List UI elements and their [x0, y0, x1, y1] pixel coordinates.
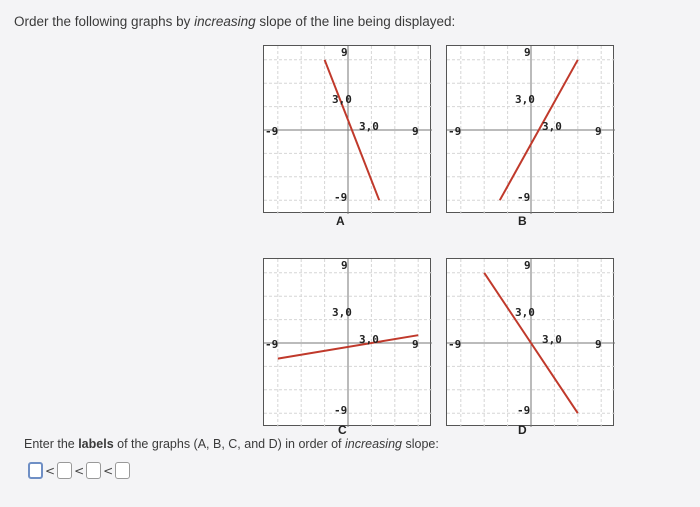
- graph-d-neg-left: -9: [448, 338, 462, 351]
- graph-b-x-tick: 3,0: [542, 120, 562, 133]
- graph-d-neg-bottom: -9: [517, 404, 531, 417]
- answer-box-2[interactable]: [57, 462, 72, 479]
- graph-d-top-label: 9: [524, 259, 531, 272]
- less-than-sign-1: <: [45, 463, 56, 478]
- graph-a-caption: A: [336, 214, 345, 228]
- graph-a-right-label: 9: [412, 125, 419, 138]
- graph-c-y-tick: 3,0: [332, 306, 352, 319]
- instruction-text: [24, 437, 439, 451]
- graph-d-caption: D: [518, 423, 527, 437]
- instruction-bold: labels: [78, 437, 114, 451]
- graph-a-y-tick: 3,0: [332, 93, 352, 106]
- graph-b-neg-left: -9: [448, 125, 462, 138]
- graph-a-neg-bottom: -9: [334, 191, 348, 204]
- graph-b-y-tick: 3,0: [515, 93, 535, 106]
- instruction-emphasis: increasing: [345, 437, 402, 451]
- graph-c-top-label: 9: [341, 259, 348, 272]
- question-prefix: Order the following graphs by: [14, 14, 195, 29]
- instruction-middle: of the graphs (A, B, C, and D) in order of: [113, 437, 346, 451]
- less-than-sign-3: <: [103, 463, 114, 478]
- question-suffix: slope of the line being displayed:: [255, 14, 456, 29]
- graph-b-right-label: 9: [595, 125, 602, 138]
- graph-a-top-label: 9: [341, 46, 348, 59]
- graph-a-plot: [264, 46, 432, 214]
- less-than-sign-2: <: [74, 463, 85, 478]
- graph-b-caption: B: [518, 214, 527, 228]
- graph-b-top-label: 9: [524, 46, 531, 59]
- graph-b: [446, 45, 614, 213]
- instruction-prefix: Enter the: [24, 437, 79, 451]
- graph-b-neg-bottom: -9: [517, 191, 531, 204]
- graph-d-y-tick: 3,0: [515, 306, 535, 319]
- question-emphasis: increasing: [194, 14, 256, 29]
- graph-d: [446, 258, 614, 426]
- answer-box-1[interactable]: [28, 462, 43, 479]
- graph-c-right-label: 9: [412, 338, 419, 351]
- graph-c: [263, 258, 431, 426]
- graph-c-neg-left: -9: [265, 338, 279, 351]
- graph-a-neg-left: -9: [265, 125, 279, 138]
- question-text: [14, 14, 455, 29]
- graph-c-plot: [264, 259, 432, 427]
- graph-d-x-tick: 3,0: [542, 333, 562, 346]
- graph-a-x-tick: 3,0: [359, 120, 379, 133]
- instruction-suffix: slope:: [402, 437, 439, 451]
- graph-c-neg-bottom: -9: [334, 404, 348, 417]
- graph-b-plot: [447, 46, 615, 214]
- graph-a: [263, 45, 431, 213]
- answer-box-3[interactable]: [86, 462, 101, 479]
- graph-c-x-tick: 3,0: [359, 333, 379, 346]
- graph-d-right-label: 9: [595, 338, 602, 351]
- answer-row: [28, 462, 130, 479]
- answer-box-4[interactable]: [115, 462, 130, 479]
- graph-c-caption: C: [338, 423, 347, 437]
- graph-d-plot: [447, 259, 615, 427]
